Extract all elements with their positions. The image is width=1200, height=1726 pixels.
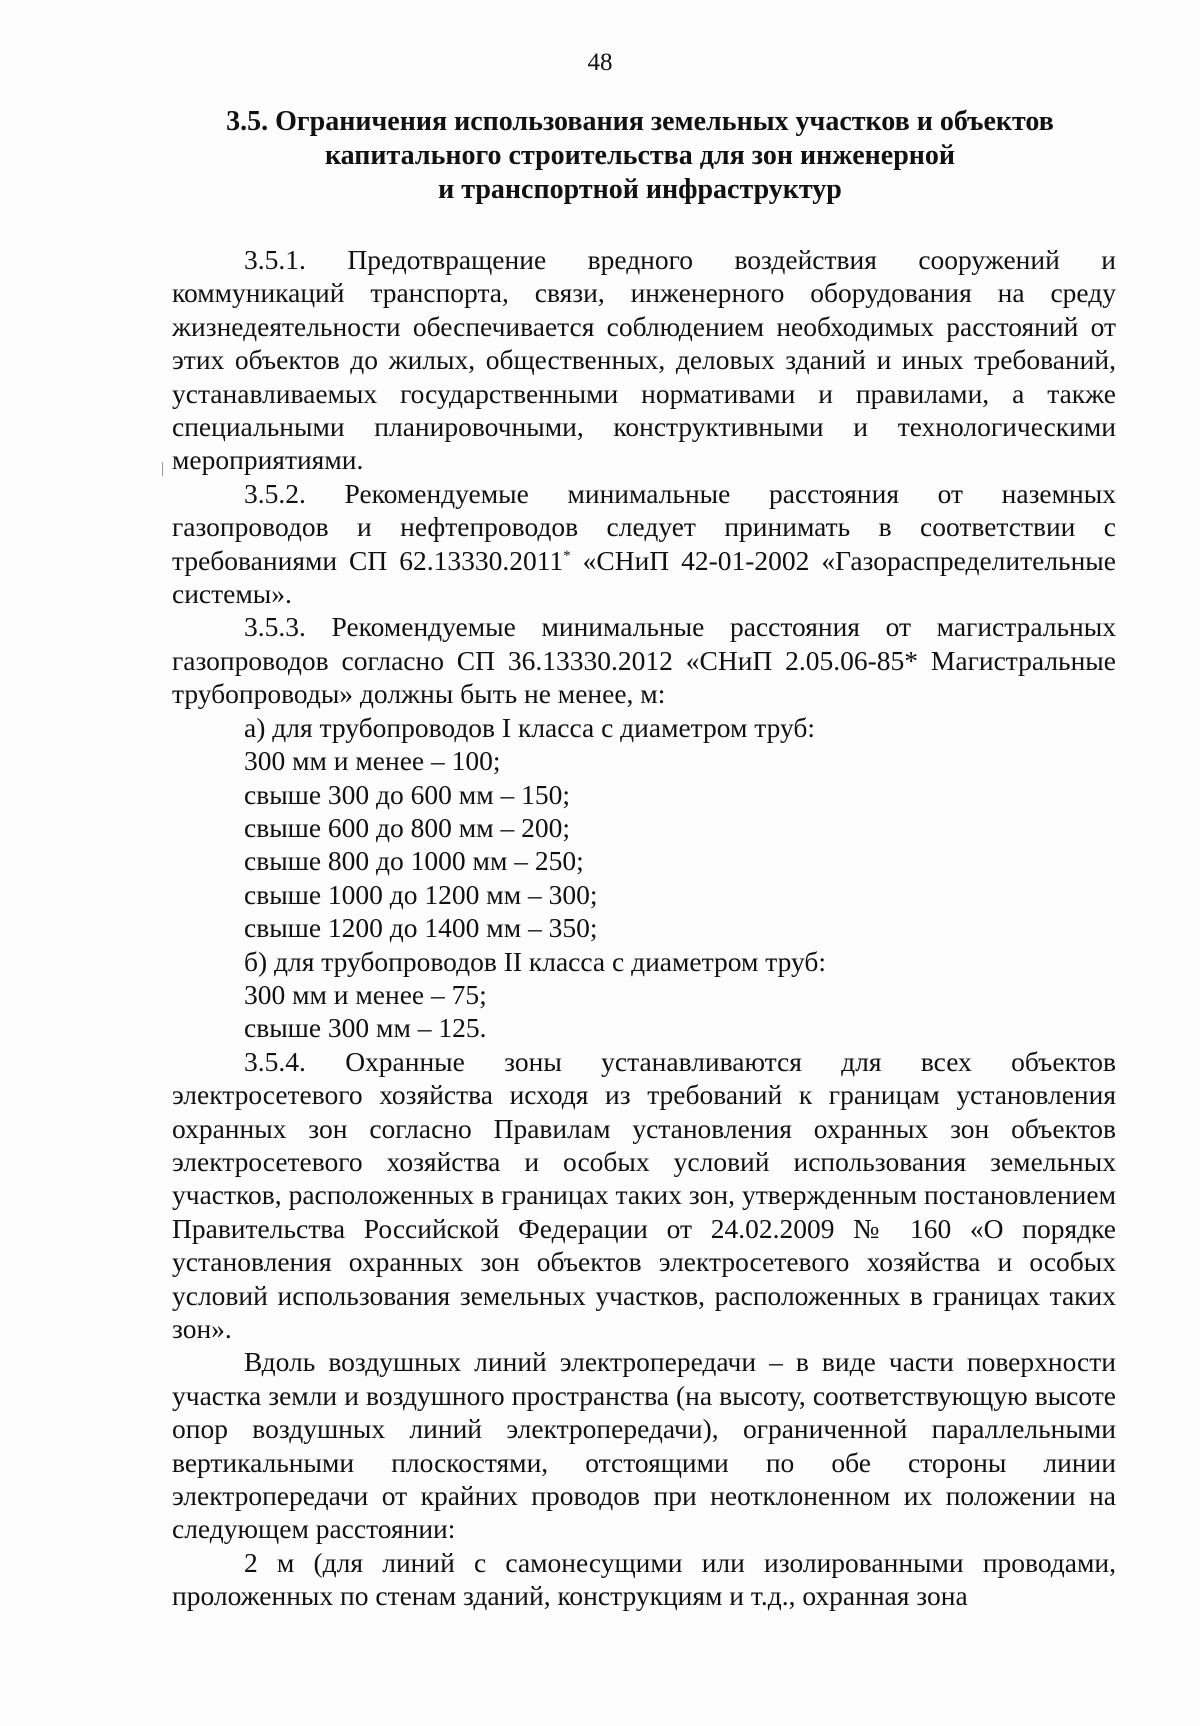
paragraph-3-5-1: 3.5.1. Предотвращение вредного воздействия сооружений и коммуникаций транспорта, связи, инженерного оборудования на среду жизнедеятельности обеспечивается соблюдением необходимых расстояний от этих объектов до жилых, общественных, деловых зданий и иных требований, устанавливаемых государственными нормативами и правилами, а также специальными планировочными, конструктивными и технологическими мероприятиями. [172,244,1116,476]
paragraph-3-5-2-tail: «СНиП 42-01-2002 «Газораспределительные системы». [172,544,1116,610]
list-item: свыше 600 до 800 мм – 200; [244,811,570,843]
list-item: свыше 300 до 600 мм – 150; [244,778,570,810]
section-heading [195,105,1085,207]
paragraph-power-lines: Вдоль воздушных линий электропередачи – в виде части поверхности участка земли и воздушного пространства (на высоту, соответствующую высоте опор воздушных линий электропередачи), ограниченной параллельными вертикальными плоскостями, отстоящими по обе стороны линии электропередачи от крайних проводов при неотклоненном их положении на следующем расстоянии: [172,1346,1116,1545]
scan-margin-mark [162,462,163,476]
list-item: свыше 300 мм – 125. [244,1012,487,1044]
heading-line-2: капитального строительства для зон инженерной [324,140,956,171]
list-item: свыше 1000 до 1200 мм – 300; [244,878,598,910]
footnote-asterisk: * [563,547,571,564]
list-b-title: б) для трубопроводов II класса с диаметром труб: [244,945,826,977]
list-item: 300 мм и менее – 75; [244,978,487,1010]
list-item: свыше 1200 до 1400 мм – 350; [244,912,598,944]
paragraph-2m: 2 м (для линий с самонесущими или изолированными проводами, проложенных по стенам зданий, конструкциям и т.д., охранная зона [172,1546,1116,1612]
list-a-title: а) для трубопроводов I класса с диаметром труб: [244,711,816,743]
paragraph-3-5-4: 3.5.4. Охранные зоны устанавливаются для всех объектов электросетевого хозяйства исходя из требований к границам установления охранных зон согласно Правилам установления охранных зон объектов электросетевого хозяйства и особых условий использования земельных участков, расположенных в границах таких зон, утвержденным постановлением Правительства Российской Федерации от 24.02.2009 № 160 «О порядке установления охранных зон объектов электросетевого хозяйства и особых условий использования земельных участков, расположенных в границах таких зон». [172,1045,1116,1344]
heading-line-1: 3.5. Ограничения использования земельных участков и объектов [226,106,1054,137]
paragraph-3-5-2-text: 3.5.2. Рекомендуемые минимальные расстояния от наземных газопроводов и нефтепроводов следует принимать в соответствии с требованиями СП 62.13330.2011 [172,477,1116,576]
heading-line-3: и транспортной инфраструктур [438,174,842,205]
page-number: 48 [587,49,613,76]
body-text [172,243,1116,1613]
paragraph-3-5-2 [172,477,1116,611]
list-item: 300 мм и менее – 100; [244,745,501,777]
paragraph-3-5-3: 3.5.3. Рекомендуемые минимальные расстояния от магистральных газопроводов согласно СП 36.13330.2012 «СНиП 2.05.06-85* Магистральные трубопроводы» должны быть не менее, м: [172,611,1116,710]
list-item: свыше 800 до 1000 мм – 250; [244,845,584,877]
